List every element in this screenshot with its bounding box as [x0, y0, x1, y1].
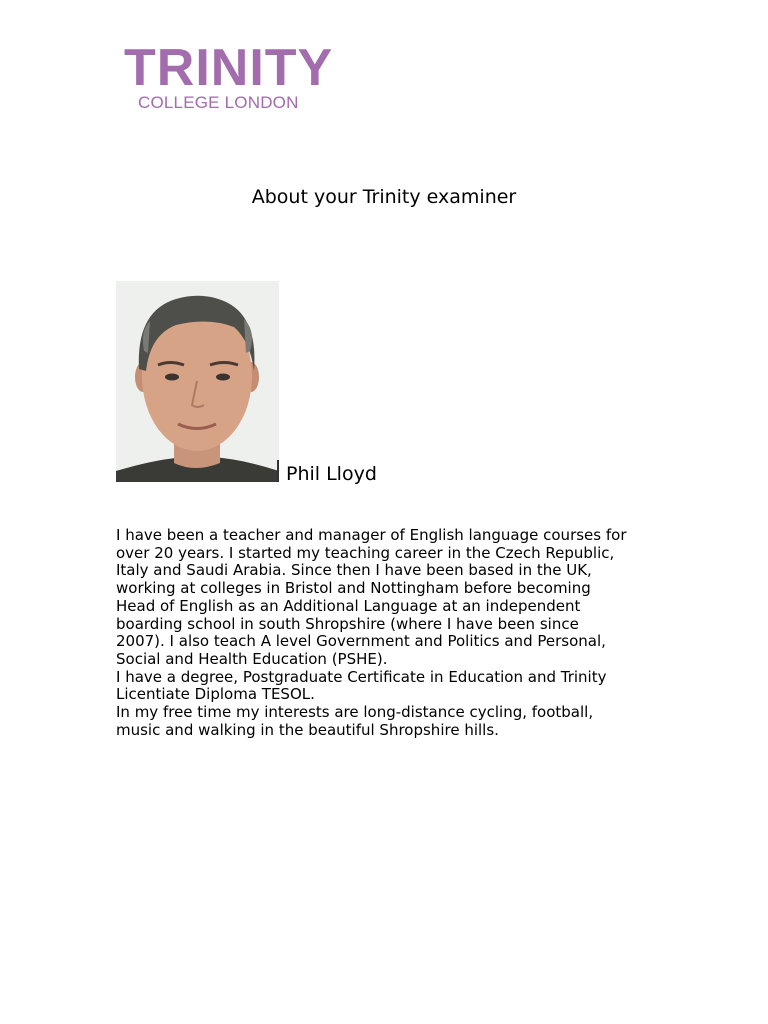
logo-subtitle: COLLEGE LONDON — [138, 93, 299, 112]
bio-line: I have been a teacher and manager of English language courses for — [116, 526, 627, 544]
bio-line: working at colleges in Bristol and Nottingham before becoming — [116, 579, 591, 598]
examiner-photo — [116, 281, 279, 482]
examiner-name: Phil Lloyd — [286, 463, 377, 485]
trinity-logo — [124, 39, 356, 116]
bio-line: Italy and Saudi Arabia. Since then I have been based in the UK, — [116, 561, 592, 580]
bio-line: In my free time my interests are long-distance cycling, football, — [116, 703, 594, 722]
bio-line: music and walking in the beautiful Shropshire hills. — [116, 720, 499, 739]
bio-line: I have a degree, Postgraduate Certificate in Education and Trinity — [116, 667, 607, 686]
portrait-illustration — [116, 281, 279, 482]
bio-line: 2007). I also teach A level Government and Politics and Personal, — [116, 632, 606, 651]
bio-line: Social and Health Education (PSHE). — [116, 649, 388, 668]
bio-line: Head of English as an Additional Language at an independent — [116, 596, 581, 615]
examiner-bio — [116, 527, 676, 739]
page-title: About your Trinity examiner — [251, 186, 517, 208]
bio-line: Licentiate Diploma TESOL. — [116, 685, 315, 704]
bio-line: over 20 years. I started my teaching career in the Czech Republic, — [116, 543, 615, 562]
photo-divider — [277, 460, 279, 482]
logo-wordmark: TRINITY — [124, 39, 334, 97]
bio-line: boarding school in south Shropshire (where I have been since — [116, 614, 579, 633]
